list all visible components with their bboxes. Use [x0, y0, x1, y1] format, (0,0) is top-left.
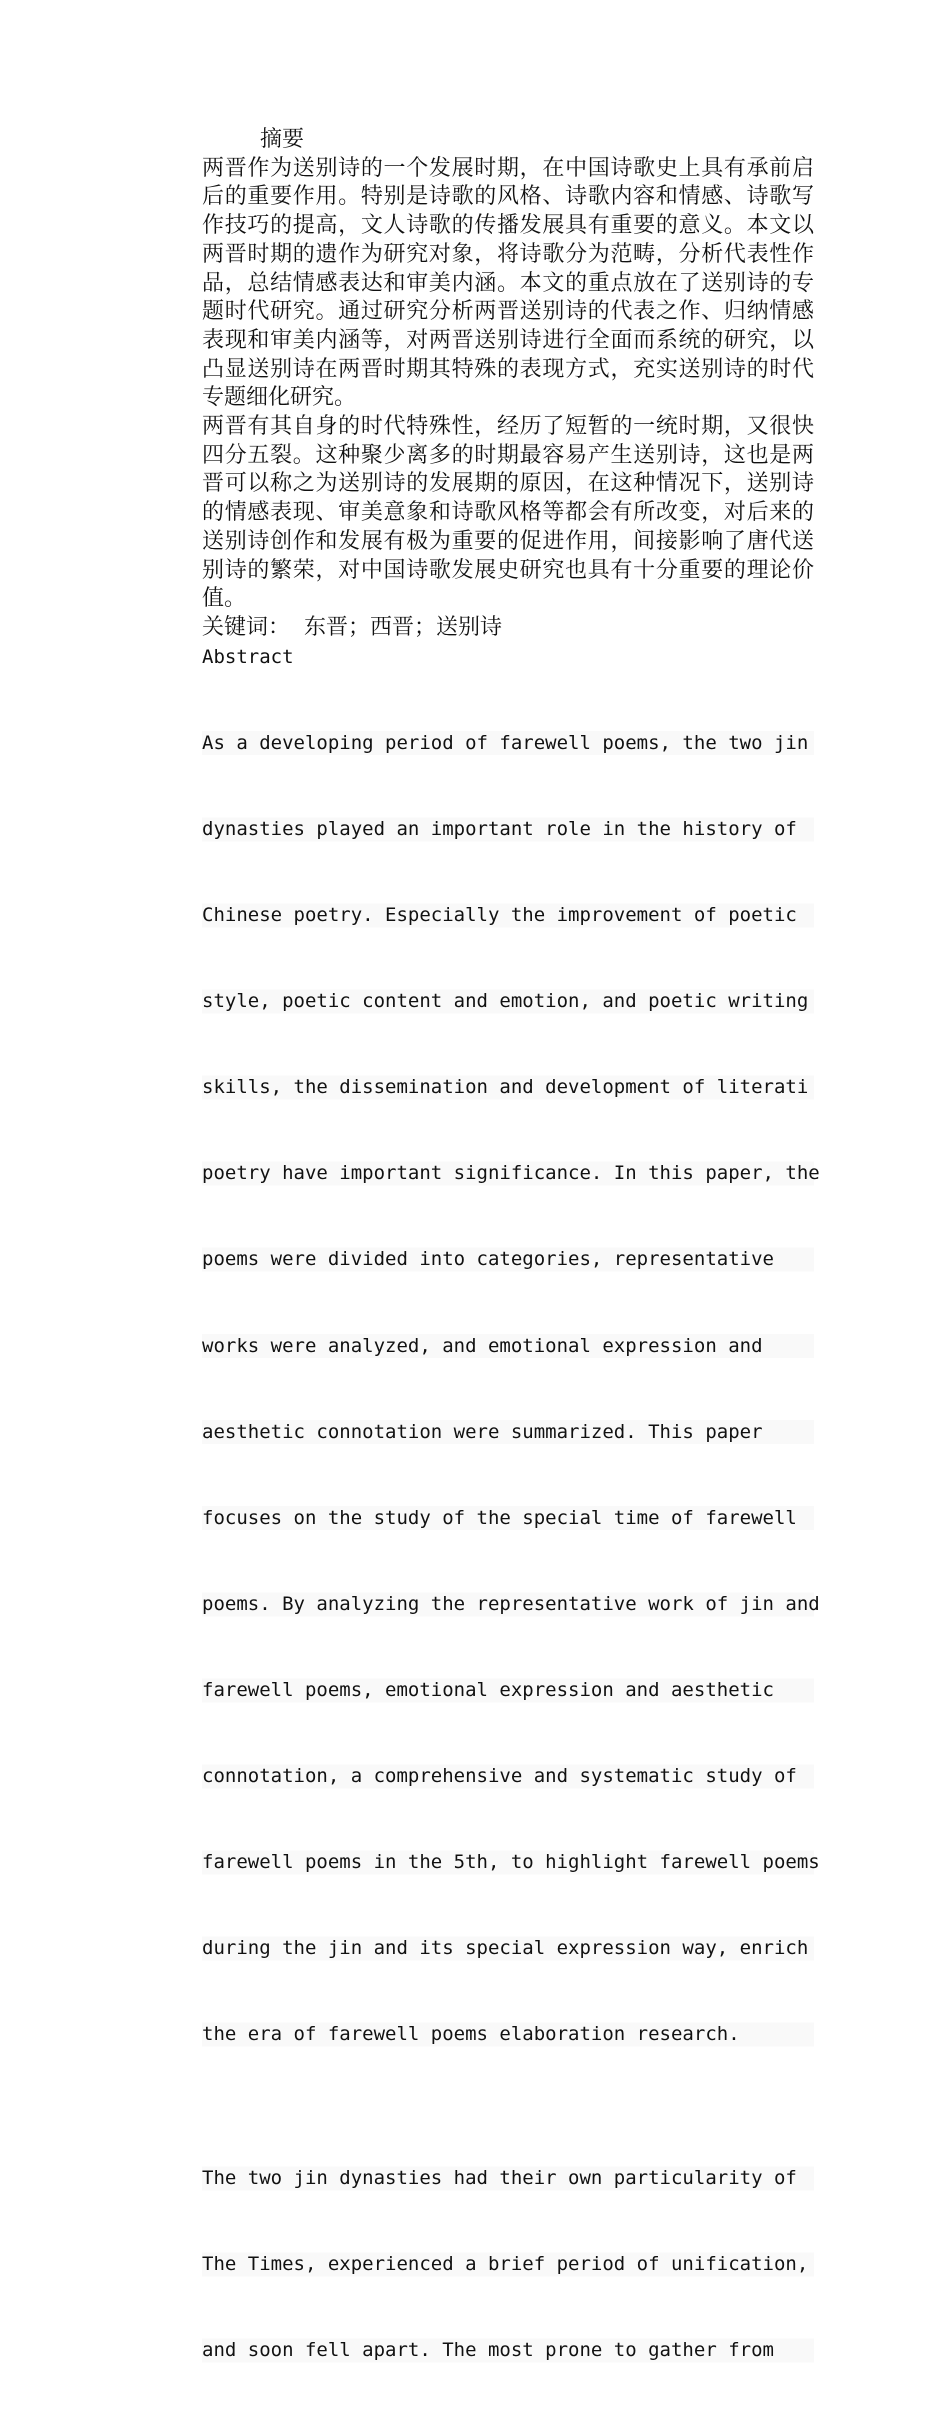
abstract-en-line: focuses on the study of the special time of farewell — [202, 1504, 814, 1533]
abstract-zh-paragraph-2: 两晋有其自身的时代特殊性，经历了短暂的一统时期，又很快四分五裂。这种聚少离多的时期最容易产生送别诗，这也是两晋可以称之为送别诗的发展期的原因，在这种情况下，送别诗的情感表现、审美意象和诗歌风格等都会有所改变，对后来的送别诗创作和发展有极为重要的促进作用，间接影响了唐代送别诗的繁荣，对中国诗歌发展史研究也具有十分重要的理论价值。 — [202, 414, 814, 612]
abstract-en-paragraph-2 — [202, 2107, 814, 2422]
abstract-en-line: poetry have important significance. In this paper, the — [202, 1159, 814, 1188]
abstract-en-line: poems. By analyzing the representative work of jin and — [202, 1590, 814, 1619]
abstract-en-line: Chinese poetry. Especially the improvement of poetic — [202, 901, 814, 930]
abstract-en-line: during the jin and its special expression way, enrich — [202, 1934, 814, 1963]
abstract-zh-paragraph-1: 两晋作为送别诗的一个发展时期，在中国诗歌史上具有承前启后的重要作用。特别是诗歌的风格、诗歌内容和情感、诗歌写作技巧的提高，文人诗歌的传播发展具有重要的意义。本文以两晋时期的遗作为研究对象，将诗歌分为范畴，分析代表性作品，总结情感表达和审美内涵。本文的重点放在了送别诗的专题时代研究。通过研究分析两晋送别诗的代表之作、归纳情感表现和审美内涵等，对两晋送别诗进行全面而系统的研究，以凸显送别诗在两晋时期其特殊的表现方式，充实送别诗的时代专题细化研究。 — [202, 155, 814, 411]
abstract-body — [202, 126, 820, 2422]
abstract-zh-heading: 摘要 — [260, 127, 305, 152]
abstract-en-line: and soon fell apart. The most prone to gather from — [202, 2336, 814, 2365]
abstract-en-line: the era of farewell poems elaboration research. — [202, 2020, 814, 2049]
abstract-en-line: skills, the dissemination and development of literati — [202, 1073, 814, 1102]
abstract-en-line: As a developing period of farewell poems, the two jin — [202, 729, 814, 758]
abstract-en-line: dynasties played an important role in the history of — [202, 815, 814, 844]
abstract-en-line: farewell poems, emotional expression and aesthetic — [202, 1676, 814, 1705]
abstract-en-line: style, poetic content and emotion, and poetic writing — [202, 987, 814, 1016]
abstract-en-line: farewell poems in the 5th, to highlight farewell poems — [202, 1848, 814, 1877]
keywords-line: 关键词： 东晋；西晋；送别诗 — [202, 614, 502, 640]
abstract-en-line: works were analyzed, and emotional expression and — [202, 1332, 814, 1361]
abstract-en-line: poems were divided into categories, representative — [202, 1245, 814, 1274]
abstract-en-line: aesthetic connotation were summarized. This paper — [202, 1418, 814, 1447]
abstract-en-paragraph-1 — [202, 671, 820, 2106]
abstract-en-line: connotation, a comprehensive and systematic study of — [202, 1762, 814, 1791]
abstract-en-line: The Times, experienced a brief period of unification, — [202, 2250, 814, 2279]
abstract-en-heading: Abstract — [202, 645, 294, 668]
abstract-en-line: The two jin dynasties had their own particularity of — [202, 2164, 814, 2193]
